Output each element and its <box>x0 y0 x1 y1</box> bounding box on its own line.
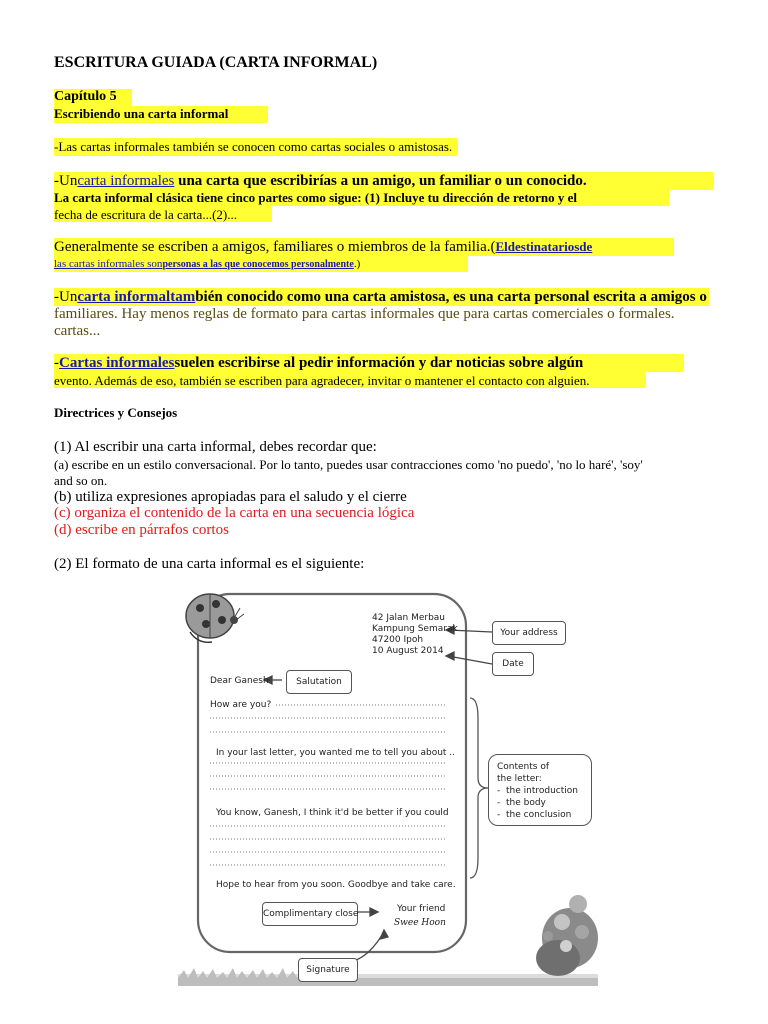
paragraph-1: -Las cartas informales también se conocen como cartas sociales o amistosas. <box>54 139 453 154</box>
complimentary-close-label: Complimentary close <box>262 902 358 926</box>
link-carta-informales[interactable]: carta informales <box>77 173 175 189</box>
letter-greeting: Dear Ganesh <box>210 676 269 686</box>
paragraph-4-line-2: familiares. Hay menos reglas de formato para cartas informales que para cartas comerciales o formales. <box>54 306 675 322</box>
paragraph-3-text: Generalmente se escriben a amigos, familiares o miembros de la familia.( <box>54 239 496 255</box>
paragraph-4-line-1 <box>54 289 707 306</box>
signature-label: Signature <box>298 958 358 982</box>
link-cartas-informales-son[interactable]: las cartas informales son <box>54 258 163 270</box>
contents-item-3: - the conclusion <box>497 810 572 820</box>
guide-1-a-line-1: (a) escribe en un estilo conversacional. Por lo tanto, puedes usar contracciones como 'no puedo', 'no lo haré', 'soy' <box>54 457 643 472</box>
paragraph-2-rest: una carta que escribirías a un amigo, un familiar o un conocido. <box>174 173 587 189</box>
salutation-label: Salutation <box>286 670 352 694</box>
date-label: Date <box>492 652 534 676</box>
letter-line-1: How are you? <box>210 700 272 710</box>
link-personas[interactable]: personas a las que conocemos personalmente <box>162 259 354 270</box>
ladybug-icon <box>186 594 244 642</box>
your-address-label: Your address <box>492 621 566 645</box>
letter-line-3: You know, Ganesh, I think it'd be better if you could <box>216 808 449 818</box>
address-date: 10 August 2014 <box>372 646 444 656</box>
paragraph-4-prefix: -Un <box>54 289 78 305</box>
letter-signature: Swee Hoon <box>394 918 446 928</box>
flower-bush-icon <box>536 895 598 976</box>
chapter-number-highlight <box>54 89 132 106</box>
contents-title: Contents of the letter: <box>497 762 550 784</box>
paragraph-5-line-1 <box>54 355 583 372</box>
contents-label <box>488 754 592 826</box>
link-eldestinatarios[interactable]: Eldestinatariosde <box>495 239 593 254</box>
address-line-1: 42 Jalan Merbau <box>372 613 445 623</box>
paragraph-3-end: .) <box>353 258 361 270</box>
guide-1-d: (d) escribe en párrafos cortos <box>54 522 229 538</box>
contents-item-2: - the body <box>497 798 546 808</box>
paragraph-2-line-2: La carta informal clásica tiene cinco partes como sigue: (1) Incluye tu dirección de retorno y el <box>54 190 578 205</box>
letter-line-2: In your last letter, you wanted me to tell you about .. <box>216 748 456 758</box>
contents-item-1: - the introduction <box>497 786 578 796</box>
chapter-number: Capítulo 5 <box>54 89 117 104</box>
paragraph-5-line-2: evento. Además de eso, también se escriben para agradecer, invitar o mantener el contacto con alguien. <box>54 373 590 388</box>
link-carta-informaltam[interactable]: carta informaltam <box>77 289 196 305</box>
paragraph-2-line-1 <box>54 173 587 190</box>
address-line-3: 47200 Ipoh <box>372 635 424 645</box>
paragraph-4-rest: bién conocido como una carta amistosa, es una carta personal escrita a amigos o <box>195 289 707 305</box>
letter-line-4: Hope to hear from you soon. Goodbye and take care. <box>216 880 456 890</box>
guidelines-heading: Directrices y Consejos <box>54 405 178 420</box>
link-cartas-informales[interactable]: Cartas informales <box>59 355 175 371</box>
paragraph-2-prefix: -Un <box>54 173 78 189</box>
paragraph-4-line-3: cartas... <box>54 323 101 339</box>
paragraph-3-line-1 <box>54 239 592 256</box>
guide-1-c: (c) organiza el contenido de la carta en una secuencia lógica <box>54 505 415 521</box>
guide-1-intro: (1) Al escribir una carta informal, debes recordar que: <box>54 439 377 455</box>
guide-1-b: (b) utiliza expresiones apropiadas para el saludo y el cierre <box>54 489 407 505</box>
letter-close: Your friend <box>397 904 446 914</box>
paragraph-2-line-3: fecha de escritura de la carta...(2)... <box>54 207 237 222</box>
paragraph-5-prefix: - <box>54 355 59 371</box>
paragraph-3-line-2 <box>54 258 360 270</box>
document-title: ESCRITURA GUIADA (CARTA INFORMAL) <box>54 54 378 71</box>
letter-format-figure <box>178 586 598 986</box>
guide-2: (2) El formato de una carta informal es el siguiente: <box>54 556 365 572</box>
address-line-2: Kampung Semarak <box>372 624 458 634</box>
chapter-subtitle: Escribiendo una carta informal <box>54 106 229 121</box>
sender-address <box>372 613 458 657</box>
paragraph-5-rest: suelen escribirse al pedir información y dar noticias sobre algún <box>174 355 584 371</box>
guide-1-a-line-2: and so on. <box>54 473 108 488</box>
chapter-subtitle-highlight <box>54 106 268 123</box>
